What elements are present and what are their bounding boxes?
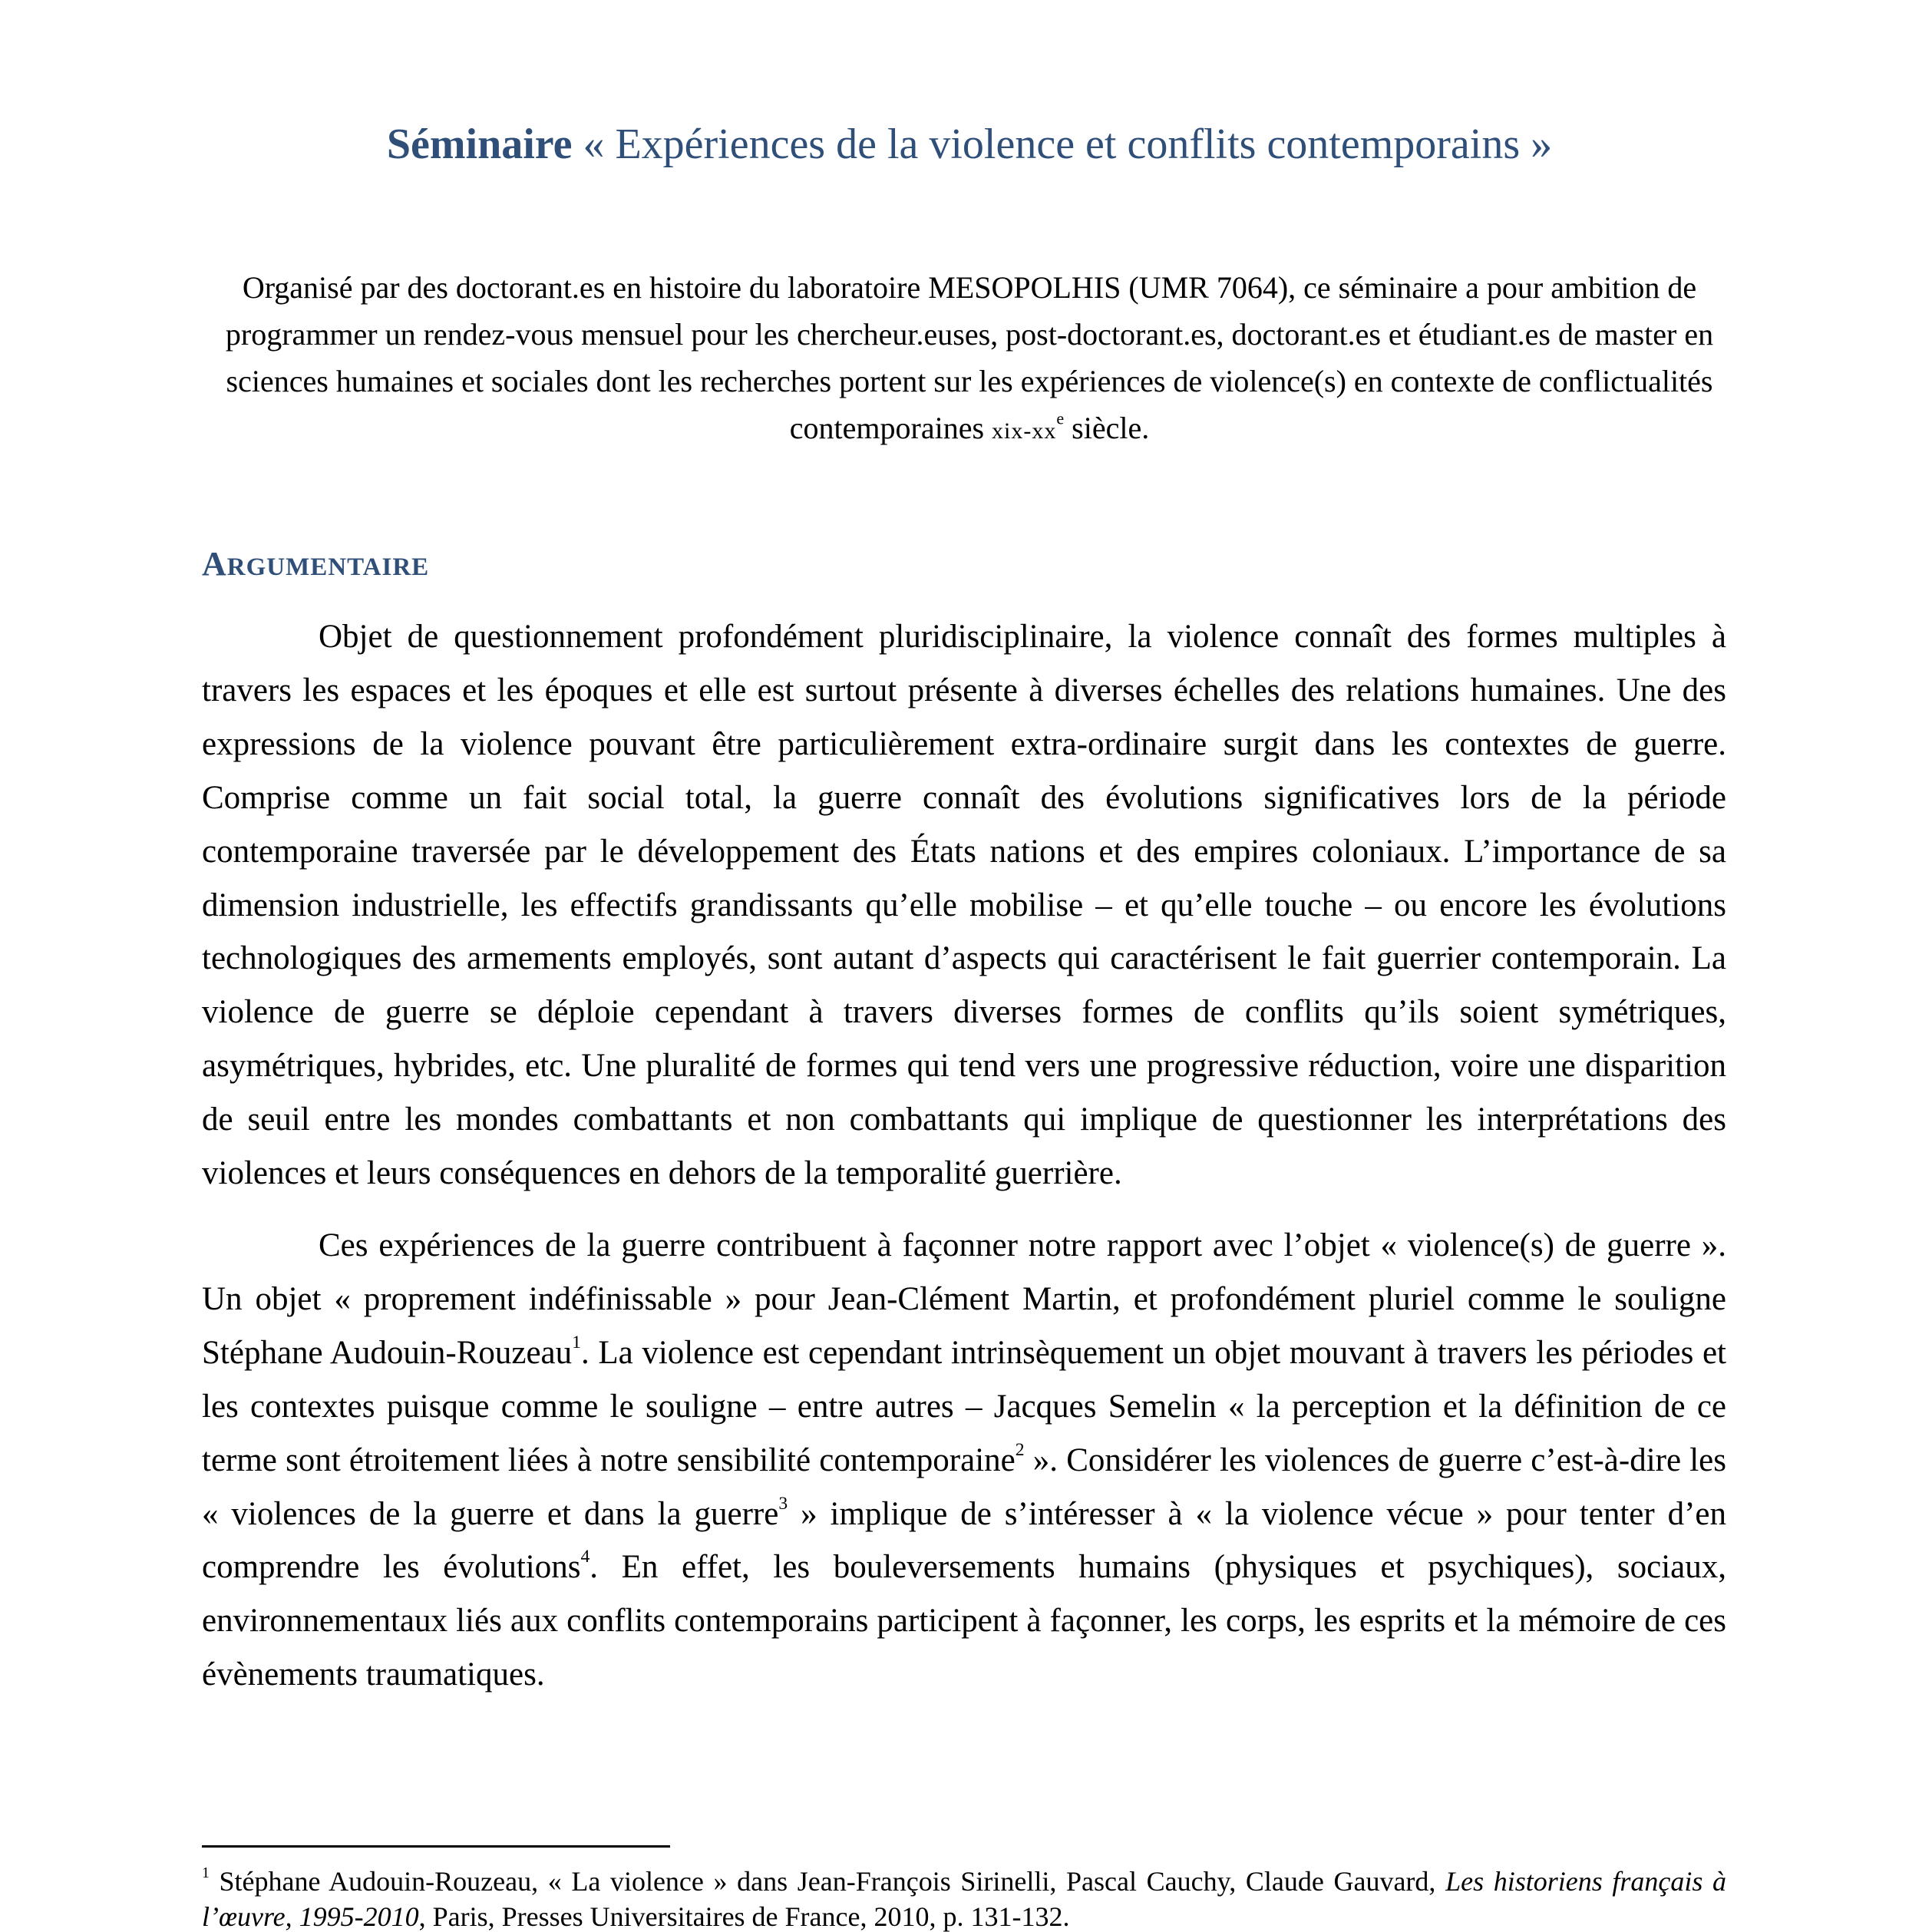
page-title [202, 117, 1737, 172]
p2-part-b: . La violence est cependant intrinsèquement un objet mouvant à travers les périodes et les contextes puisque comme le souligne – entre autres – Jacques Semelin « la perception et la définition de ce terme sont étroitement liées à notre sensibilité contemporaine [202, 1334, 1726, 1478]
intro-paragraph [202, 264, 1737, 454]
intro-text: Organisé par des doctorant.es en histoire du laboratoire MESOPOLHIS (UMR 7064), ce séminaire a pour ambition de programmer un rendez-vous mensuel pour les chercheur.euses, post-doctorant.es, doctorant.es et étudiant.es de master en sciences humaines et sociales dont les recherches portent sur les expériences de violence(s) en contexte de conflictualités contemporaines [225, 270, 1714, 445]
paragraph-1: Objet de questionnement profondément pluridisciplinaire, la violence connaît des formes multiples à travers les espaces et les époques et elle est surtout présente à diverses échelles des relations humaines. Une des expressions de la violence pouvant être particulièrement extra-ordinaire surgit dans les contextes de guerre. Comprise comme un fait social total, la guerre connaît des évolutions significatives lors de la période contemporaine traversée par le développement des États nations et des empires coloniaux. L’importance de sa dimension industrielle, les effectifs grandissants qu’elle mobilise – et qu’elle touche – ou encore les évolutions technologiques des armements employés, sont autant d’aspects qui caractérisent le fait guerrier contemporain. La violence de guerre se déploie cependant à travers diverses formes de conflits qu’ils soient symétriques, asymétriques, hybrides, etc. Une pluralité de formes qui tend vers une progressive réduction, voire une disparition de seuil entre les mondes combattants et non combattants qui implique de questionner les interprétations des violences et leurs conséquences en dehors de la temporalité guerrière. [202, 619, 1726, 1192]
footnote-ref-4[interactable]: 4 [580, 1547, 590, 1567]
intro-century-sup: e [1056, 408, 1065, 428]
footnote-ref-3[interactable]: 3 [778, 1493, 788, 1514]
footnote-ref-2[interactable]: 2 [1015, 1439, 1025, 1460]
intro-century: xix-xx [992, 418, 1057, 444]
argumentaire-body [202, 610, 1726, 1720]
heading-rest: RGUMENTAIRE [226, 553, 430, 581]
footnote-separator [202, 1845, 670, 1848]
footnote-book-title: Les historiens français à l’œuvre, 1995-2010 [202, 1866, 1726, 1932]
heading-initial: A [202, 545, 227, 583]
title-bold: Séminaire [386, 121, 573, 168]
p2-part-d: » implique de s’intéresser à « la violence vécue » pour tenter d’en comprendre les évolutions [202, 1495, 1726, 1586]
intro-text-end: siècle. [1064, 411, 1150, 445]
footnote-1 [202, 1864, 1726, 1932]
section-heading-argumentaire [202, 541, 429, 590]
footnote-number: 1 [202, 1864, 210, 1882]
footnote-ref-1[interactable]: 1 [572, 1332, 581, 1352]
footnote-text: Stéphane Audouin-Rouzeau, « La violence » dans Jean-François Sirinelli, Pascal Cauchy, Claude Gauvard, [209, 1866, 1446, 1897]
title-rest: « Expériences de la violence et conflits contemporains » [572, 121, 1553, 168]
footnote-text-end: , Paris, Presses Universitaires de France, 2010, p. 131-132. [418, 1901, 1070, 1932]
paragraph-2 [202, 1219, 1726, 1702]
p2-part-e: . En effet, les bouleversements humains (physiques et psychiques), sociaux, environnementaux liés aux conflits contemporains participent à façonner, les corps, les esprits et la mémoire de ces évènements traumatiques. [202, 1549, 1726, 1693]
p2-part-a: Ces expériences de la guerre contribuent à façonner notre rapport avec l’objet « violence(s) de guerre ». Un objet « proprement indéfinissable » pour Jean-Clément Martin, et profondément pluriel comme le souligne Stéphane Audouin-Rouzeau [202, 1227, 1726, 1371]
p2-part-c: ». Considérer les violences de guerre c’est-à-dire les « violences de la guerre et dans la guerre [202, 1442, 1726, 1532]
